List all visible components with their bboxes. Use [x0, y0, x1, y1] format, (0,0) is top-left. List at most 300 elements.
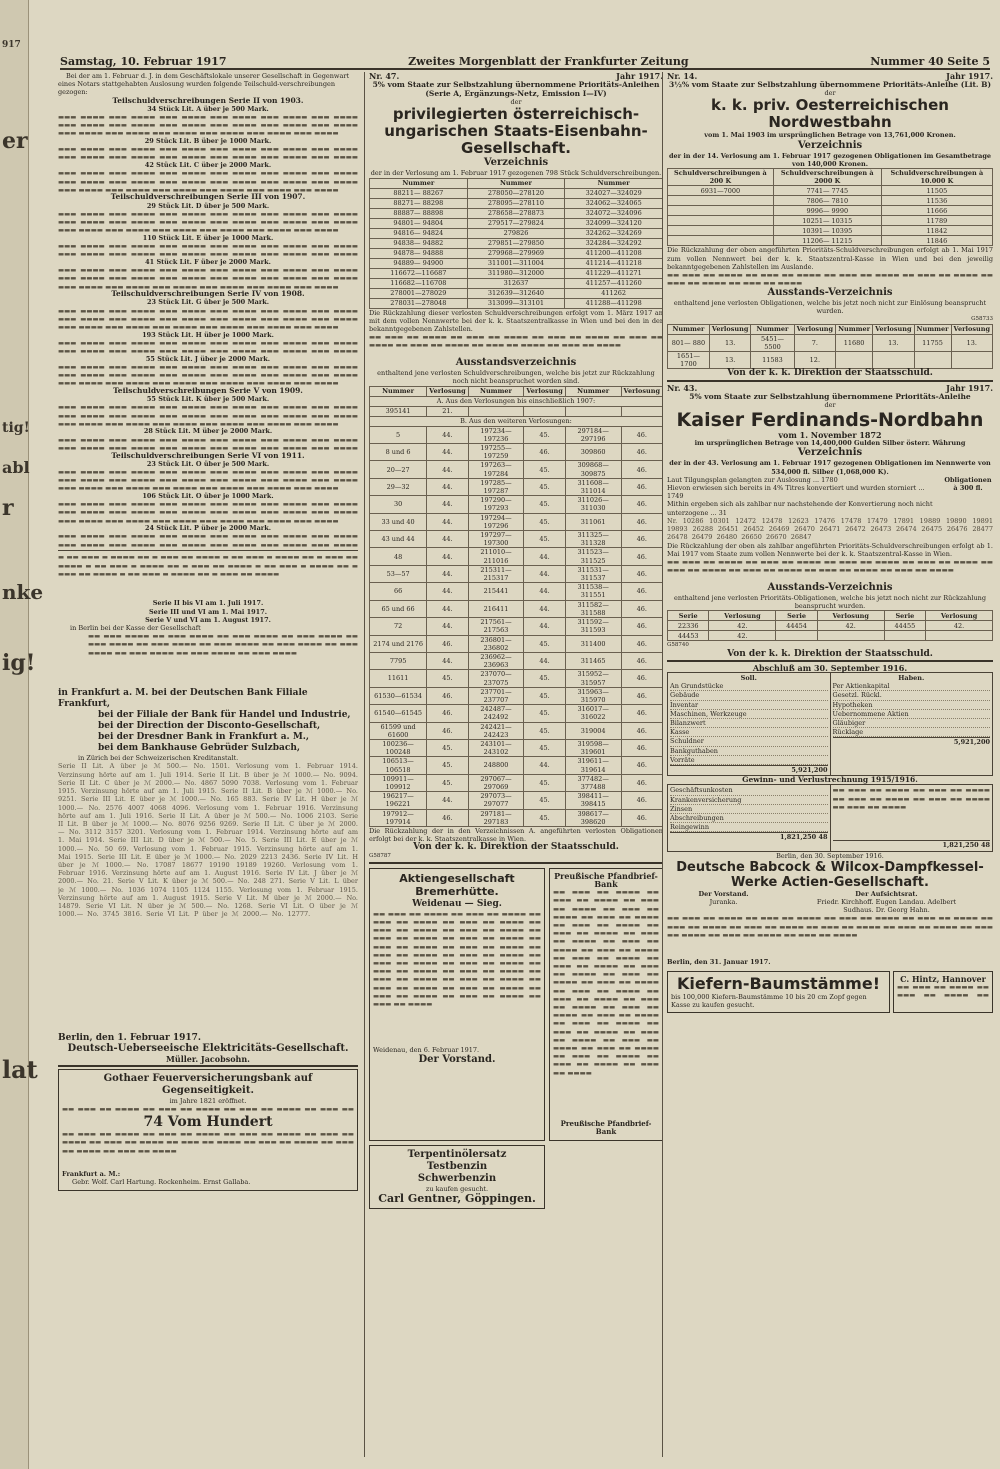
- col2-b-row-cell: 311400: [565, 635, 621, 652]
- col2-b-row-cell: 243101—243102: [468, 739, 524, 756]
- series-sub: 42 Stück Lit. C über je 2000 Mark.: [144, 161, 272, 170]
- col3-aus2-row-cell: 42.: [709, 621, 776, 631]
- col2-aus-a-num: 395141: [370, 406, 427, 416]
- col3-row-cell: 6931—7000: [668, 186, 774, 196]
- series-list: [58, 97, 358, 549]
- gotha-percent: 74 Vom Hundert: [143, 1114, 273, 1131]
- col3-aus-row: [668, 352, 993, 369]
- col3-aus-row: [668, 334, 993, 351]
- bottom-ads: [667, 969, 993, 1015]
- col2-b-row-cell: 33 und 40: [370, 513, 427, 530]
- gotha-ad: [58, 1069, 358, 1191]
- col1-redemption-list: Serie II Lit. A über je ℳ 500.— No. 1501. Verlosung vom 1. Februar 1914. Verzinsung hörte auf am 1. Juli 1914. Serie II Lit. B über je ℳ 1000.— No. 9094. Serie II Lit. C über je ℳ 2000.— No. 4867 5090 7038. Verlosung vom 1. Februar 1915. Verzinsung hörte auf am 1. Juli 1915. Serie II Lit. B über je ℳ 1000.— No. 9251. Serie III Lit. E über je ℳ 1000.— No. 165 883. Serie IV Lit. H über je ℳ 1000.— No. 2576 4007 4068 4096. Verlosung vom 1. Februar 1916. Verzinsung hörte auf am 1. Juli 1916. Serie II Lit. A über je ℳ 500.— No. 1006 2103. Serie II Lit. B über je ℳ 1000.— No. 8076 9256 9269. Serie II Lit. C über je ℳ 2000.— No. 3112 3157 3201. Verlosung vom 1. Februar 1914. Verzinsung hörte auf am 1. Mai 1914. Serie III Lit. D über je ℳ 500.— No. 5. Serie III Lit. E über je ℳ 1000.— No. 50 69. Verlosung vom 1. Februar 1915. Verzinsung hörte auf am 1. Mai 1915. Serie III Lit. E über je ℳ 1000.— No. 2029 2213 2436. Serie IV Lit. H über je ℳ 1000.— No. 17087 18677 19190 19189 19260. Verlosung vom 1. Februar 1916. Verzinsung hörte auf am 1. August 1916. Serie IV Lit. J über je ℳ 2000.— No. 21. Serie V Lit. K über je ℳ 500.— No. 248 271. Serie V Lit. L über je ℳ 1000.— No. 1036 1074 1105 1124 1155. Verlosung vom 1. Februar 1915. Verzinsung hörte auf am 1. August 1915. Serie V Lit. M über je ℳ 2000.— No. 14879. Serie VI Lit. N über je ℳ 500.— No. 1268. Serie VI Lit. O über je ℳ 1000.— No. 3745 3816. Serie VI Lit. P über je ℳ 2000.— No. 12777.: [58, 762, 358, 919]
- col2-b-row-cell: 61530—61534: [370, 687, 427, 704]
- col2-b-row-cell: 46.: [621, 565, 662, 582]
- col2-b-row-cell: 46.: [621, 513, 662, 530]
- margin-letters-7: lat: [2, 1055, 38, 1084]
- col2-ads-row: [369, 866, 663, 1143]
- col3-aus2-row: [668, 631, 993, 641]
- col2-row: [370, 298, 663, 308]
- col3-aus2-row-cell: 42.: [817, 621, 884, 631]
- col2-b-row-cell: 311592—311593: [565, 618, 621, 635]
- col2-b-row-cell: 197255—197259: [468, 444, 524, 461]
- brem-sign: Der Vorstand.: [418, 1053, 496, 1065]
- col2-b-row: [370, 513, 663, 530]
- col2-row-cell: 311001—311004: [467, 258, 565, 268]
- turp-1: Terpentinölersatz: [407, 1148, 507, 1160]
- col2-b-row-cell: 65 und 66: [370, 600, 427, 617]
- col3-note-filler: ▬▬ ▬▬▬ ▬▬ ▬▬▬▬ ▬▬ ▬▬▬ ▬▬ ▬▬▬▬ ▬▬ ▬▬▬ ▬▬ ▬▬▬▬ ▬▬ ▬▬▬ ▬▬ ▬▬▬▬ ▬▬ ▬▬▬ ▬▬ ▬▬▬▬ ▬▬ ▬▬▬ ▬▬ ▬▬▬▬: [667, 271, 993, 288]
- col2-row-cell: 88271— 88298: [370, 198, 468, 208]
- turp-sub: zu kaufen gesucht.: [425, 1184, 489, 1193]
- col3-aus-code: G58733: [971, 316, 993, 323]
- col2-aus-th: Verlosung: [427, 386, 468, 396]
- col3-aus-th: Nummer: [914, 324, 951, 334]
- col2-b-row-cell: 44.: [427, 652, 468, 669]
- col2-row-cell: 411262: [565, 288, 663, 298]
- col3-company: k. k. priv. Oesterreichischen Nordwestbahn: [711, 96, 949, 132]
- col2-der: der: [510, 98, 522, 107]
- col3-der2: der: [824, 400, 836, 409]
- col2-aus-th: Nummer: [468, 386, 524, 396]
- hintz-filler: ▬▬ ▬▬▬ ▬▬ ▬▬▬▬ ▬▬ ▬▬▬ ▬▬ ▬▬▬▬ ▬▬: [897, 982, 989, 999]
- col2-b-row-cell: 45.: [524, 705, 565, 722]
- col3-aus-row-cell: 13.: [873, 334, 914, 351]
- col1-company: Deutsch-Ueberseeische Elektricitäts-Gesellschaft.: [67, 1042, 349, 1054]
- gotha-filler-2: ▬▬ ▬▬▬ ▬▬ ▬▬▬▬ ▬▬ ▬▬▬ ▬▬ ▬▬▬▬ ▬▬ ▬▬▬ ▬▬ ▬▬▬▬ ▬▬ ▬▬▬ ▬▬ ▬▬▬▬ ▬▬ ▬▬▬ ▬▬ ▬▬▬▬ ▬▬ ▬▬▬ ▬▬ ▬▬▬▬ ▬▬ ▬▬▬ ▬▬ ▬▬▬▬ ▬▬ ▬▬▬ ▬▬ ▬▬▬▬ ▬▬ ▬▬▬ ▬▬ ▬▬▬▬: [62, 1130, 354, 1155]
- col2-b-row-cell: 297181—297183: [468, 809, 524, 826]
- babcock-signers: [667, 890, 993, 915]
- col3-aus-row-cell: [873, 352, 914, 369]
- bank-3: bei der Filiale der Bank für Handel und Industrie,: [98, 710, 351, 721]
- col2-b-row-cell: 45.: [427, 670, 468, 687]
- col3-verz: Verzeichnis: [797, 139, 863, 151]
- col2-b-row-cell: 46.: [621, 687, 662, 704]
- col2-b-row-cell: 46.: [621, 739, 662, 756]
- col3-aus2-sub: enthaltend jene verlosten Prioritäts-Obligationen, welche bis jetzt noch nicht zur Rückzahlung beansprucht wurden.: [674, 593, 986, 611]
- col2-b-row-cell: 215441: [468, 583, 524, 600]
- col2-b-row-cell: 46.: [621, 600, 662, 617]
- col3-aus2-th: Verlosung: [926, 611, 993, 621]
- guv-title: Gewinn- und Verlustrechnung 1915/1916.: [742, 775, 918, 785]
- col3-row: [668, 206, 993, 216]
- babcock-filler: ▬▬ ▬▬▬ ▬▬ ▬▬▬▬ ▬▬ ▬▬▬ ▬▬ ▬▬▬▬ ▬▬ ▬▬▬ ▬▬ ▬▬▬▬ ▬▬ ▬▬▬ ▬▬ ▬▬▬▬ ▬▬ ▬▬▬ ▬▬ ▬▬▬▬ ▬▬ ▬▬▬ ▬▬ ▬▬▬▬ ▬▬ ▬▬▬ ▬▬ ▬▬▬▬ ▬▬ ▬▬▬ ▬▬ ▬▬▬▬ ▬▬ ▬▬▬ ▬▬ ▬▬▬▬ ▬▬ ▬▬▬ ▬▬ ▬▬▬▬ ▬▬ ▬▬▬ ▬▬ ▬▬▬▬: [667, 914, 993, 939]
- col2-b-row-cell: 45.: [524, 792, 565, 809]
- col2-row-cell: 278050—278120: [467, 188, 565, 198]
- turp-3: Schwerbenzin: [417, 1172, 497, 1184]
- col3-aus2-row-cell: 22336: [668, 621, 709, 631]
- series-sub: 41 Stück Lit. F über je 2000 Mark.: [145, 258, 271, 267]
- col3-aus2-row-cell: 44454: [776, 621, 817, 631]
- payout-2: Serie III und VI am 1. Mai 1917.: [148, 607, 267, 616]
- col3-aus-row-cell: 13.: [709, 352, 750, 369]
- col2-aus-a: A. Aus den Verlosungen bis einschließlich 1907:: [370, 396, 663, 406]
- col2-b-row-cell: 46.: [621, 548, 662, 565]
- col2-b-row-cell: 30: [370, 496, 427, 513]
- col3-aus2-row-cell: 44455: [884, 621, 925, 631]
- balance-sheet: [667, 672, 993, 776]
- col2-row-cell: 88211— 88267: [370, 188, 468, 198]
- col2-aus-a-ver: 21.: [427, 406, 468, 416]
- soll-item: Maschinen, Werkzeuge: [670, 710, 828, 719]
- left-margin-strip: [0, 0, 44, 1469]
- col3-header2: [667, 384, 993, 392]
- bal-place: Berlin, den 30. September 1916.: [776, 851, 884, 860]
- col3-aus2-row: [668, 621, 993, 631]
- col2-b-row-cell: 319004: [565, 722, 621, 739]
- col2-aus-th: Nummer: [565, 386, 621, 396]
- col3-aus2-th: Serie: [776, 611, 817, 621]
- guv-item: Abschreibungen: [670, 814, 828, 823]
- col2-b-row-cell: 316017—316022: [565, 705, 621, 722]
- col2-row-cell: 94838— 94882: [370, 238, 468, 248]
- col2-b-row-cell: 311608—311014: [565, 478, 621, 495]
- col2-b-row-cell: 311523—311525: [565, 548, 621, 565]
- col3-row-cell: 11206— 11215: [773, 236, 881, 246]
- col2-b-row-cell: 311465: [565, 652, 621, 669]
- col2-row: [370, 198, 663, 208]
- col2-b-row-cell: 44.: [427, 548, 468, 565]
- col3-company2-date: vom 1. November 1872: [778, 430, 882, 441]
- col2-b-row-cell: 46.: [621, 461, 662, 478]
- soll-item: Gebäude: [670, 691, 828, 700]
- col3-aus2-code: G58740: [667, 642, 689, 649]
- series-numbers: ▬▬▬ ▬▬▬▬ ▬▬▬ ▬▬▬▬ ▬▬▬ ▬▬▬▬ ▬▬▬ ▬▬▬▬ ▬▬▬ ▬▬▬▬ ▬▬▬ ▬▬▬▬ ▬▬▬ ▬▬▬▬ ▬▬▬ ▬▬▬▬ ▬▬▬ ▬▬▬▬ ▬▬▬ ▬▬▬▬ ▬▬▬ ▬▬▬▬ ▬▬▬ ▬▬▬▬ ▬▬▬ ▬▬▬▬ ▬▬▬ ▬▬▬▬ ▬▬▬ ▬▬▬▬ ▬▬▬ ▬▬▬▬ ▬▬▬ ▬▬▬▬ ▬▬▬ ▬▬▬▬: [58, 403, 358, 428]
- col3-aus-row-cell: 12.: [794, 352, 835, 369]
- col3-aus-row-cell: 13.: [951, 334, 992, 351]
- col2-b-row: [370, 809, 663, 826]
- col2-b-row-cell: 45.: [524, 531, 565, 548]
- col2-b-row-cell: 45.: [524, 635, 565, 652]
- col2-b-row-cell: 45.: [524, 670, 565, 687]
- col2-b-row-cell: 197290—197293: [468, 496, 524, 513]
- col3-row-cell: 11789: [881, 216, 992, 226]
- col2-b-row: [370, 757, 663, 774]
- col2-row: [370, 278, 663, 288]
- col2-b-row-cell: 46.: [524, 444, 565, 461]
- col3-aus2: Ausstands-Verzeichnis: [767, 581, 893, 593]
- series-sub: 110 Stück Lit. E über je 1000 Mark.: [142, 233, 274, 242]
- col3-footer1: Von der k. k. Direktion der Staatsschuld.: [727, 368, 933, 379]
- col3-row-cell: 11505: [881, 186, 992, 196]
- series-sub: 23 Stück Lit. O über je 500 Mark.: [146, 459, 270, 468]
- turp-2: Testbenzin: [426, 1160, 488, 1172]
- col2-b-row-cell: 248800: [468, 757, 524, 774]
- col2-b-row-cell: 311582—311588: [565, 600, 621, 617]
- column-2: [364, 72, 663, 1457]
- col3-company-sub: vom 1. Mai 1903 im ursprünglichen Betrage von 13,761,000 Kronen.: [704, 131, 956, 140]
- col2-b-row-cell: 46.: [427, 705, 468, 722]
- masthead-paper: Zweites Morgenblatt der Frankfurter Zeitung: [408, 55, 689, 68]
- col2-aus-sub: enthaltend jene verlosten Schuldverschreibungen, welche bis jetzt zur Rückzahlung noch nicht beanspruchet worden sind.: [377, 369, 655, 386]
- series-sub: 24 Stück Lit. P über je 2000 Mark.: [145, 524, 271, 533]
- col3-row-cell: 10251— 10315: [773, 216, 881, 226]
- col2-b-row-cell: 44.: [524, 548, 565, 565]
- col2-b-row-cell: 398411—398415: [565, 792, 621, 809]
- col3-aus: Ausstands-Verzeichnis: [767, 287, 893, 299]
- haben-item: Rücklage: [833, 728, 991, 737]
- col3-aus-table: [667, 324, 993, 370]
- col2-b-row-cell: 311325—311328: [565, 531, 621, 548]
- plan-3: Mithin ergeben sich als zahlbar nur nachstehende der Konvertierung noch nicht unterzogene ... 31: [667, 500, 933, 517]
- col3-row-cell: 10391— 10395: [773, 226, 881, 236]
- col2-b-row-cell: 45.: [427, 757, 468, 774]
- babcock: Deutsche Babcock & Wilcox-Dampfkessel-Werke Actien-Gesellschaft.: [676, 859, 984, 890]
- col2-b-row-cell: 46.: [427, 687, 468, 704]
- col3-th-1: Schuldverschreibungen à 200 K: [668, 169, 774, 186]
- col2-b-row-cell: 53—57: [370, 565, 427, 582]
- col3-row-cell: [668, 236, 774, 246]
- col2-b-row-cell: 61540—61545: [370, 705, 427, 722]
- kiefern-title: Kiefern-Baumstämme!: [677, 973, 880, 993]
- col3-year: Jahr 1917.: [946, 72, 993, 81]
- col2-aus-b: B. Aus den weiteren Verlosungen:: [370, 416, 663, 426]
- col2-b-row-cell: 46.: [621, 705, 662, 722]
- col3-aus-row-cell: 1651—1700: [668, 352, 710, 369]
- preuss-sign: Preußische Pfandbrief-Bank: [560, 1119, 652, 1137]
- pfandbrief-ad: [549, 868, 663, 1141]
- col3-loan2: 5% vom Staate zur Selbstzahlung übernommene Prioritäts-Anleihe: [689, 391, 971, 401]
- col2-row-cell: 312637: [467, 278, 565, 288]
- series-sub: 34 Stück Lit. A über je 500 Mark.: [147, 104, 269, 113]
- gotha-filler-1: ▬▬ ▬▬▬ ▬▬ ▬▬▬▬ ▬▬ ▬▬▬ ▬▬ ▬▬▬▬ ▬▬ ▬▬▬ ▬▬ ▬▬▬▬ ▬▬ ▬▬▬ ▬▬: [62, 1105, 354, 1114]
- col3-aus-row-cell: 13.: [709, 334, 750, 351]
- col3-row-cell: 11846: [881, 236, 992, 246]
- col2-b-row-cell: 197912—197914: [370, 809, 427, 826]
- col3-aus2-row-cell: [776, 631, 817, 641]
- series-sub: 55 Stück Lit. K über je 500 Mark.: [146, 395, 270, 404]
- col2-row: [370, 208, 663, 218]
- col3-aus-sub: enthaltend jene verlosten Obligationen, welche bis jetzt noch nicht zur Einlösung beansprucht wurden.: [673, 299, 987, 316]
- col2-b-row-cell: 44.: [524, 757, 565, 774]
- col2-b-row-cell: 237070—237075: [468, 670, 524, 687]
- bremerhuette-ad: [369, 868, 545, 1141]
- col3-row: [668, 216, 993, 226]
- series-title: Teilschuldverschreibungen Serie III von 1907.: [110, 192, 306, 202]
- bal-total-haben: 5,921,200: [833, 737, 991, 746]
- col2-row-cell: 411229—411271: [565, 268, 663, 278]
- guv-total-1: 1,821,250 48: [670, 832, 828, 841]
- col3-aus2-row-cell: [817, 631, 884, 641]
- haben-item: Uebernommene Aktien: [833, 710, 991, 719]
- col2-b-row-cell: 29—32: [370, 478, 427, 495]
- col2-note: Die Rückzahlung dieser verlosten Schuldverschreibungen erfolgt vom 1. März 1917 an mit dem vollen Nennwerte bei der k. k. Staatszentralkasse in Wien und bei den in der bekanntgegebenen Zahlstellen.: [369, 308, 663, 334]
- col2-row-cell: 94801— 94804: [370, 218, 468, 228]
- col2-year: Jahr 1917.: [616, 72, 663, 81]
- col2-b-row-cell: 45.: [427, 739, 468, 756]
- col3-header: [667, 72, 993, 80]
- col2-b-row-cell: 236962—236963: [468, 652, 524, 669]
- col2-b-row-cell: 46.: [621, 426, 662, 443]
- col2-b-row-cell: 311061: [565, 513, 621, 530]
- col2-b-row: [370, 531, 663, 548]
- col3-year2: Jahr 1917.: [946, 382, 993, 393]
- col2-b-row-cell: 45.: [524, 513, 565, 530]
- col2-row-cell: 116672—116687: [370, 268, 468, 278]
- babcock-aufsicht: Der Aufsichtsrat.: [855, 889, 918, 898]
- haben-item: Hypotheken: [833, 701, 991, 710]
- col2-row-cell: 324027—324029: [565, 188, 663, 198]
- col3-row: [668, 236, 993, 246]
- soll-item: Schuldner: [670, 737, 828, 746]
- col3-aus2-row-cell: 42.: [709, 631, 776, 641]
- col2-b-row-cell: 44.: [427, 513, 468, 530]
- col3-nr: Nr. 14.: [667, 72, 698, 81]
- margin-year: 917: [2, 40, 21, 50]
- col3-aus-row-cell: 11583: [751, 352, 794, 369]
- col2-b-row: [370, 548, 663, 565]
- col3-row-cell: 7806— 7810: [773, 196, 881, 206]
- col2-b-row-cell: 44.: [524, 600, 565, 617]
- col2-b-row: [370, 670, 663, 687]
- plan-2: Hievon erwiesen sich bereits in 4% Titres konvertiert und wurden storniert ... 1749: [667, 484, 925, 501]
- col2-b-row-cell: 297073—297077: [468, 792, 524, 809]
- col2-b-row-cell: 242421—242423: [468, 722, 524, 739]
- guv-item: Krankenversicherung: [670, 796, 828, 805]
- soll-item: An Grundstücke: [670, 682, 828, 691]
- babcock-vorstand-names: Juranka.: [709, 897, 738, 906]
- col2-company: privilegierten österreichisch-ungarischen Staats-Eisenbahn-Gesellschaft.: [384, 105, 648, 158]
- preuss-title: Preußische Pfandbrief-Bank: [554, 870, 658, 889]
- col2-row-cell: 278095—278110: [467, 198, 565, 208]
- col2-b-row-cell: 44.: [427, 583, 468, 600]
- col3-row: [668, 196, 993, 206]
- col2-b-row-cell: 197263—197284: [468, 461, 524, 478]
- col2-code1: G58787: [369, 852, 391, 859]
- col2-b-row-cell: 319598—319601: [565, 739, 621, 756]
- col2-b-row-cell: 61599 und 61600: [370, 722, 427, 739]
- col2-b-row: [370, 739, 663, 756]
- hintz-ad: [893, 971, 993, 1013]
- col2-row: [370, 248, 663, 258]
- series-sub: 193 Stück Lit. H über je 1000 Mark.: [142, 330, 274, 339]
- col2-b-row: [370, 687, 663, 704]
- series-title: Teilschuldverschreibungen Serie II von 1903.: [112, 95, 304, 105]
- col3-row-cell: 11536: [881, 196, 992, 206]
- col2-b-row: [370, 792, 663, 809]
- brem-title: Aktiengesellschaft Bremerhütte.: [399, 871, 515, 898]
- col2-b-row-cell: 46.: [621, 583, 662, 600]
- col3-row: [668, 186, 993, 196]
- gotha-title: Gothaer Feuerversicherungsbank auf Gegenseitigkeit.: [103, 1072, 313, 1096]
- kiefern-sub: bis 100,000 Kiefern-Baumstämme 10 bis 20 cm Zopf gegen Kasse zu kaufen gesucht.: [671, 992, 867, 1009]
- bal-total-soll: 5,921,200: [670, 765, 828, 774]
- col2-b-row-cell: 44.: [427, 426, 468, 443]
- col2-aus-th: Verlosung: [524, 386, 565, 396]
- col2-b-row-cell: 46.: [427, 809, 468, 826]
- col2-b-row-cell: 11611: [370, 670, 427, 687]
- col2-b-row-cell: 106513—106518: [370, 757, 427, 774]
- col2-row: [370, 268, 663, 278]
- col2-b-row-cell: 44.: [427, 461, 468, 478]
- col2-row-cell: 312639—312640: [467, 288, 565, 298]
- col3-row-cell: [668, 226, 774, 236]
- col2-row-cell: 278001—278029: [370, 288, 468, 298]
- col2-b-row-cell: 46.: [621, 444, 662, 461]
- col2-row: [370, 258, 663, 268]
- soll-item: Inventar: [670, 701, 828, 710]
- series-title: Teilschuldverschreibungen Serie IV von 1908.: [111, 289, 305, 299]
- col2-b-row-cell: 311026—311030: [565, 496, 621, 513]
- col3-aus-row-cell: [836, 352, 873, 369]
- col2-b-row-cell: 44.: [524, 618, 565, 635]
- col2-b-row-cell: 46.: [621, 496, 662, 513]
- bank-4: bei der Direction der Disconto-Gesellschaft,: [98, 721, 321, 732]
- col2-loan: 5% vom Staate zur Selbstzahlung übernommene Prioritäts-Anleihen (Serie A, Ergänzungs-Netz, Emission I—IV): [372, 80, 660, 99]
- col3-aus2-row-cell: [926, 631, 993, 641]
- col2-aus: Ausstandsverzeichnis: [455, 357, 577, 369]
- masthead-date: Samstag, 10. Februar 1917: [60, 55, 227, 68]
- col2-b-row: [370, 478, 663, 495]
- series-numbers: ▬▬▬ ▬▬▬▬ ▬▬▬ ▬▬▬▬ ▬▬▬ ▬▬▬▬ ▬▬▬ ▬▬▬▬ ▬▬▬ ▬▬▬▬ ▬▬▬ ▬▬▬▬ ▬▬▬ ▬▬▬▬ ▬▬▬ ▬▬▬▬ ▬▬▬ ▬▬▬▬ ▬▬▬ ▬▬▬▬ ▬▬▬ ▬▬▬▬ ▬▬▬ ▬▬▬▬ ▬▬▬ ▬▬▬▬ ▬▬▬ ▬▬▬▬ ▬▬▬ ▬▬▬▬ ▬▬▬ ▬▬▬▬ ▬▬▬ ▬▬▬▬ ▬▬▬ ▬▬▬▬: [58, 169, 358, 194]
- col2-b-row-cell: 45.: [524, 496, 565, 513]
- col2-header: [369, 72, 663, 80]
- col2-row-cell: 411257—411260: [565, 278, 663, 288]
- guv-item: Zinsen: [670, 805, 828, 814]
- col2-b-row-cell: 44.: [427, 496, 468, 513]
- col1-signers: Müller. Jacobsohn.: [166, 1053, 250, 1064]
- col2-b-row-cell: 46.: [621, 792, 662, 809]
- col2-b-row: [370, 426, 663, 443]
- col2-b-row-cell: 44.: [524, 583, 565, 600]
- col3-note2-filler: ▬▬ ▬▬▬ ▬▬ ▬▬▬▬ ▬▬ ▬▬▬ ▬▬ ▬▬▬▬ ▬▬ ▬▬▬ ▬▬ ▬▬▬▬ ▬▬ ▬▬▬ ▬▬ ▬▬▬▬ ▬▬ ▬▬▬ ▬▬ ▬▬▬▬ ▬▬ ▬▬▬ ▬▬ ▬▬▬▬ ▬▬ ▬▬▬ ▬▬ ▬▬▬▬ ▬▬ ▬▬▬ ▬▬ ▬▬▬▬: [667, 557, 993, 575]
- col3-aus2-row-cell: 44453: [668, 631, 709, 641]
- series-numbers: ▬▬▬ ▬▬▬▬ ▬▬▬ ▬▬▬▬ ▬▬▬ ▬▬▬▬ ▬▬▬ ▬▬▬▬ ▬▬▬ ▬▬▬▬ ▬▬▬ ▬▬▬▬ ▬▬▬ ▬▬▬▬ ▬▬▬ ▬▬▬▬ ▬▬▬ ▬▬▬▬ ▬▬▬ ▬▬▬▬ ▬▬▬ ▬▬▬▬ ▬▬▬ ▬▬▬▬ ▬▬▬ ▬▬▬▬ ▬▬▬ ▬▬▬▬ ▬▬▬ ▬▬▬▬ ▬▬▬ ▬▬▬▬ ▬▬▬ ▬▬▬▬ ▬▬▬ ▬▬▬▬: [58, 209, 358, 234]
- col2-b-row-cell: 44.: [427, 618, 468, 635]
- col2-row: [370, 218, 663, 228]
- series-numbers: ▬▬▬ ▬▬▬▬ ▬▬▬ ▬▬▬▬ ▬▬▬ ▬▬▬▬ ▬▬▬ ▬▬▬▬ ▬▬▬ ▬▬▬▬ ▬▬▬ ▬▬▬▬ ▬▬▬ ▬▬▬▬ ▬▬▬ ▬▬▬▬ ▬▬▬ ▬▬▬▬ ▬▬▬ ▬▬▬▬ ▬▬▬ ▬▬▬▬ ▬▬▬ ▬▬▬▬: [58, 435, 358, 452]
- col2-row: [370, 188, 663, 198]
- col3-row: [668, 226, 993, 236]
- col3-aus2-th: Serie: [668, 611, 709, 621]
- col3-aus2-table: [667, 610, 993, 641]
- col2-b-row-cell: 315952—315957: [565, 670, 621, 687]
- series-numbers: ▬▬▬ ▬▬▬▬ ▬▬▬ ▬▬▬▬ ▬▬▬ ▬▬▬▬ ▬▬▬ ▬▬▬▬ ▬▬▬ ▬▬▬▬ ▬▬▬ ▬▬▬▬ ▬▬▬ ▬▬▬▬ ▬▬▬ ▬▬▬▬ ▬▬▬ ▬▬▬▬ ▬▬▬ ▬▬▬▬ ▬▬▬ ▬▬▬▬ ▬▬▬ ▬▬▬▬ ▬▬▬ ▬▬▬▬ ▬▬▬ ▬▬▬▬ ▬▬▬ ▬▬▬▬ ▬▬▬ ▬▬▬▬ ▬▬▬ ▬▬▬▬ ▬▬▬ ▬▬▬▬: [58, 306, 358, 331]
- col2-row: [370, 228, 663, 238]
- col2-b-row-cell: 45.: [524, 426, 565, 443]
- col2-draw-table: [369, 178, 663, 309]
- babcock-aufsicht-names: Friedr. Kirchhoff. Eugen Landau. Adelbert Sudhaus. Dr. Georg Hahn.: [816, 897, 957, 915]
- series-numbers: ▬▬▬ ▬▬▬▬ ▬▬▬ ▬▬▬▬ ▬▬▬ ▬▬▬▬ ▬▬▬ ▬▬▬▬ ▬▬▬ ▬▬▬▬ ▬▬▬ ▬▬▬▬ ▬▬▬ ▬▬▬▬ ▬▬▬ ▬▬▬▬ ▬▬▬ ▬▬▬▬ ▬▬▬ ▬▬▬▬ ▬▬▬ ▬▬▬▬ ▬▬▬ ▬▬▬▬ ▬▬▬ ▬▬▬▬ ▬▬▬ ▬▬▬▬ ▬▬▬ ▬▬▬▬ ▬▬▬ ▬▬▬▬ ▬▬▬ ▬▬▬▬ ▬▬▬ ▬▬▬▬: [58, 468, 358, 493]
- col2-b-row-cell: 45.: [524, 809, 565, 826]
- col2-row-cell: 279517—279824: [467, 218, 565, 228]
- bank-filler: ▬▬ ▬▬▬ ▬▬▬▬ ▬▬ ▬▬▬ ▬▬▬▬ ▬▬ ▬▬▬ ▬▬▬▬ ▬▬ ▬▬▬ ▬▬▬▬ ▬▬ ▬▬▬ ▬▬▬▬ ▬▬ ▬▬▬ ▬▬▬▬ ▬▬ ▬▬▬ ▬▬▬▬ ▬▬ ▬▬▬ ▬▬▬▬ ▬▬ ▬▬▬ ▬▬▬▬ ▬▬ ▬▬▬ ▬▬▬▬ ▬▬ ▬▬▬ ▬▬▬▬ ▬▬ ▬▬▬ ▬▬▬▬: [88, 632, 358, 657]
- col2-verz: Verzeichnis: [483, 157, 549, 169]
- col2-b-row-cell: 242487—242492: [468, 705, 524, 722]
- col2-row-cell: 94889— 94900: [370, 258, 468, 268]
- col2-b-row-cell: 45.: [427, 774, 468, 791]
- col2-b-row-cell: 44.: [427, 444, 468, 461]
- col2-b-row-cell: 46.: [621, 722, 662, 739]
- plan-nums: Nr. 10286 10301 12472 12478 12623 17476 17478 17479 17891 19889 19890 19891 19893 26288 26451 26452 26469 26470 26471 26472 26473 26474 26475 26476 28477 26478 26479 26480 26650 26670 26847: [667, 516, 993, 542]
- series-numbers: ▬▬▬ ▬▬▬▬ ▬▬▬ ▬▬▬▬ ▬▬▬ ▬▬▬▬ ▬▬▬ ▬▬▬▬ ▬▬▬ ▬▬▬▬ ▬▬▬ ▬▬▬▬ ▬▬▬ ▬▬▬▬ ▬▬▬ ▬▬▬▬ ▬▬▬ ▬▬▬▬ ▬▬▬ ▬▬▬▬ ▬▬▬ ▬▬▬▬ ▬▬▬ ▬▬▬▬: [58, 242, 358, 259]
- col2-b-row-cell: 309860: [565, 444, 621, 461]
- bank-5: bei der Dresdner Bank in Frankfurt a. M.,: [98, 732, 310, 743]
- col2-b-row-cell: 46.: [427, 722, 468, 739]
- col2-b-row-cell: 215311—215317: [468, 565, 524, 582]
- col2-b-row: [370, 774, 663, 791]
- column-3: [662, 72, 993, 1457]
- margin-letters-1: er: [2, 128, 28, 154]
- col2-row-cell: 324262—324269: [565, 228, 663, 238]
- col2-row-cell: 278031—278048: [370, 298, 468, 308]
- col2-b-row-cell: 216411: [468, 600, 524, 617]
- col2-b-row-cell: 46.: [621, 652, 662, 669]
- column-1: [58, 72, 358, 1457]
- babcock-place: Berlin, den 31. Januar 1917.: [667, 958, 771, 967]
- col3-row-cell: [668, 196, 774, 206]
- col2-b-row: [370, 444, 663, 461]
